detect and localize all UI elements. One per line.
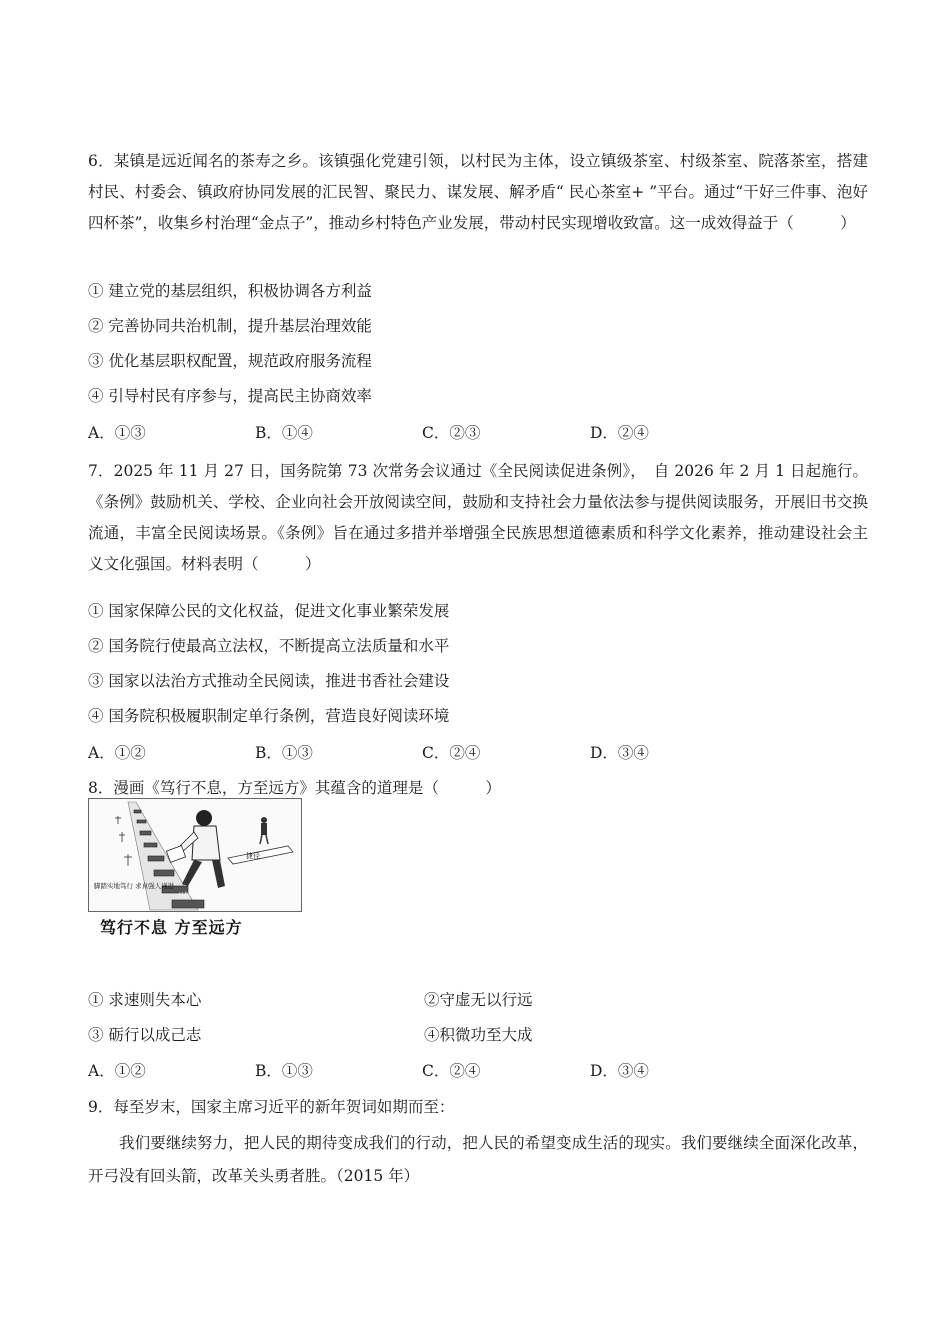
- question-8-choice-d[interactable]: D．③④: [590, 1062, 649, 1080]
- question-8-option-3: ③ 砺行以成己志: [88, 1026, 202, 1044]
- question-6-option-4: ④ 引导村民有序参与，提高民主协商效率: [88, 387, 372, 405]
- question-6-option-2: ② 完善协同共治机制，提升基层治理效能: [88, 317, 372, 335]
- question-7-choice-c[interactable]: C．②④: [422, 744, 481, 762]
- question-8-choice-a[interactable]: A．①②: [88, 1062, 146, 1080]
- question-6-option-3: ③ 优化基层职权配置，规范政府服务流程: [88, 352, 372, 370]
- question-8-choice-c[interactable]: C．②④: [422, 1062, 481, 1080]
- question-8-options-row-2: [88, 1025, 788, 1045]
- question-8-option-4: ④积微功至大成: [424, 1026, 533, 1044]
- question-7-choice-b[interactable]: B．①③: [255, 744, 313, 762]
- question-6-stem: 6．某镇是远近闻名的茶寿之乡。该镇强化党建引领，以村民为主体，设立镇级茶室、村级茶室、院落茶室，搭建村民、村委会、镇政府协同发展的汇民智、聚民力、谋发展、解矛盾“ 民心茶室+ ”平台。通过“干好三件事、泡好四杯茶”，收集乡村治理“金点子”，推动乡村特色产业发展，带动村民实现增收致富。这一成效得益于（ ）: [88, 152, 868, 232]
- question-8-option-1: ① 求速则失本心: [88, 991, 202, 1009]
- question-7-choice-d[interactable]: D．③④: [590, 744, 649, 762]
- question-6-choice-c[interactable]: C．②③: [422, 424, 481, 442]
- question-6-choice-d[interactable]: D．②④: [590, 424, 649, 442]
- question-7-option-1: ① 国家保障公民的文化权益，促进文化事业繁荣发展: [88, 602, 450, 620]
- question-8-choice-b[interactable]: B．①③: [255, 1062, 313, 1080]
- question-7-choices: [88, 743, 708, 763]
- question-7-option-3: ③ 国家以法治方式推动全民阅读，推进书香社会建设: [88, 672, 450, 690]
- question-8-choices: [88, 1061, 708, 1081]
- question-6-option-1: ① 建立党的基层组织，积极协调各方利益: [88, 282, 372, 300]
- question-6-choice-b[interactable]: B．①④: [255, 424, 313, 442]
- question-8-stem: 8．漫画《笃行不息，方至远方》其蕴含的道理是（ ）: [88, 779, 501, 797]
- comic-sign-text: 捷径: [246, 852, 260, 860]
- question-7-option-2: ② 国务院行使最高立法权，不断提高立法质量和水平: [88, 637, 450, 655]
- question-6-choices: [88, 423, 708, 443]
- comic-image: [88, 798, 302, 940]
- question-7-option-4: ④ 国务院积极履职制定单行条例，营造良好阅读环境: [88, 707, 450, 725]
- question-6-choice-a[interactable]: A．①③: [88, 424, 146, 442]
- question-9-quote: 我们要继续努力，把人民的期待变成我们的行动，把人民的希望变成生活的现实。我们要继续全面深化改革，开弓没有回头箭，改革关头勇者胜。（2015 年）: [88, 1134, 868, 1185]
- question-7-choice-a[interactable]: A．①②: [88, 744, 146, 762]
- question-8-options-row-1: [88, 990, 788, 1010]
- comic-caption: 笃行不息 方至远方: [100, 918, 243, 937]
- comic-step-text: 日积一步: [178, 892, 203, 899]
- question-8-option-2: ②守虚无以行远: [424, 991, 533, 1009]
- question-7-stem: 7．2025 年 11 月 27 日，国务院第 73 次常务会议通过《全民阅读促进条例》， 自 2026 年 2 月 1 日起施行。《条例》鼓励机关、学校、企业向社会开放阅读空间，鼓励和支持社会力量依法参与提供阅读服务，开展旧书交换流通，丰富全民阅读场景。《条例》旨在通过多措并举增强全民族思想道德素质和科学文化素养，推动建设社会主义文化强国。材料表明（ ）: [88, 462, 868, 573]
- comic-board-text: 脚踏实地笃行 求真强人谨进: [94, 882, 175, 890]
- comic-drawing: [88, 798, 302, 913]
- question-9-stem: 9．每至岁末，国家主席习近平的新年贺词如期而至：: [88, 1098, 455, 1116]
